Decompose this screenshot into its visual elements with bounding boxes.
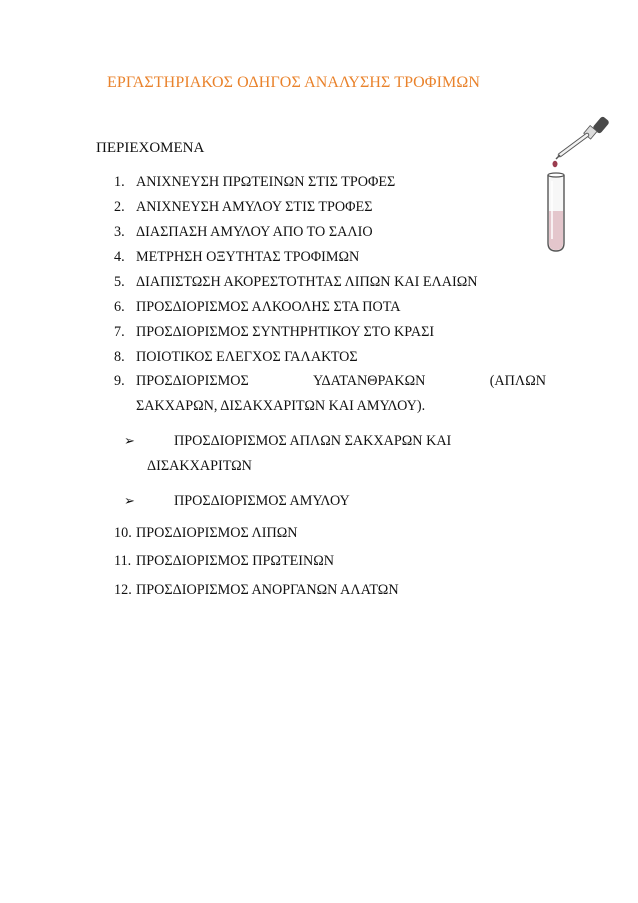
sub-list-item [124, 493, 350, 510]
list-item [114, 174, 395, 191]
item-number: 3. [114, 224, 125, 240]
item-number: 6. [114, 299, 125, 315]
item-text: ΔΙΑΣΠΑΣΗ ΑΜΥΛΟΥ ΑΠΟ ΤΟ ΣΑΛΙΟ [136, 224, 373, 240]
item-text: ΠΡΟΣΔΙΟΡΙΣΜΟΣ ΛΙΠΩΝ [136, 525, 298, 541]
item-text: ΜΕΤΡΗΣΗ ΟΞΥΤΗΤΑΣ ΤΡΟΦΙΜΩΝ [136, 249, 360, 265]
arrow-bullet-icon: ➢ [124, 494, 135, 509]
sub-item-text: ΠΡΟΣΔΙΟΡΙΣΜΟΣ ΑΠΛΩΝ ΣΑΚΧΑΡΩΝ ΚΑΙ [174, 433, 452, 449]
sub-item-text: ΠΡΟΣΔΙΟΡΙΣΜΟΣ ΑΜΥΛΟΥ [174, 493, 350, 509]
liquid-drop-icon [553, 161, 558, 167]
list-item [114, 249, 359, 266]
item-number: 11. [114, 553, 132, 569]
item-number: 7. [114, 324, 125, 340]
list-item [114, 299, 401, 316]
test-tube-icon [548, 173, 564, 251]
list-item [114, 274, 478, 291]
sub-item-text-continuation: ΔΙΣΑΚΧΑΡΙΤΩΝ [147, 458, 252, 474]
dropper-icon [556, 116, 610, 159]
item-number: 8. [114, 349, 125, 365]
list-item [114, 199, 372, 216]
item-text-continuation: ΣΑΚΧΑΡΩΝ, ΔΙΣΑΚΧΑΡΙΤΩΝ ΚΑΙ ΑΜΥΛΟΥ). [136, 398, 426, 414]
list-item [114, 582, 399, 599]
list-item [114, 553, 334, 570]
item-text: ΑΝΙΧΝΕΥΣΗ ΑΜΥΛΟΥ ΣΤΙΣ ΤΡΟΦΕΣ [136, 199, 373, 215]
item-text-word: (ΑΠΛΩΝ [489, 373, 546, 389]
list-item [114, 224, 373, 241]
item-text: ΠΡΟΣΔΙΟΡΙΣΜΟΣ ΑΛΚΟΟΛΗΣ ΣΤΑ ΠΟΤΑ [136, 299, 401, 315]
item-number: 5. [114, 274, 125, 290]
item-number: 1. [114, 174, 125, 190]
document-title: ΕΡΓΑΣΤΗΡΙΑΚΟΣ ΟΔΗΓΟΣ ΑΝΑΛΥΣΗΣ ΤΡΟΦΙΜΩΝ [107, 74, 480, 91]
list-item [114, 525, 298, 542]
item-number: 4. [114, 249, 125, 265]
item-text-word: ΥΔΑΤΑΝΘΡΑΚΩΝ [313, 373, 426, 389]
item-text: ΔΙΑΠΙΣΤΩΣΗ ΑΚΟΡΕΣΤΟΤΗΤΑΣ ΛΙΠΩΝ ΚΑΙ ΕΛΑΙΩΝ [136, 274, 478, 290]
item-text: ΠΡΟΣΔΙΟΡΙΣΜΟΣ ΣΥΝΤΗΡΗΤΙΚΟΥ ΣΤΟ ΚΡΑΣΙ [136, 324, 435, 340]
item-text: ΠΡΟΣΔΙΟΡΙΣΜΟΣ ΑΝΟΡΓΑΝΩΝ ΑΛΑΤΩΝ [136, 582, 399, 598]
item-number: 2. [114, 199, 125, 215]
item-text-word: ΠΡΟΣΔΙΟΡΙΣΜΟΣ [136, 373, 249, 389]
contents-heading: ΠΕΡΙΕΧΟΜΕΝΑ [96, 140, 205, 156]
list-item [114, 324, 434, 341]
list-item [114, 373, 546, 414]
item-text: ΠΡΟΣΔΙΟΡΙΣΜΟΣ ΠΡΩΤΕΙΝΩΝ [136, 553, 335, 569]
arrow-bullet-icon: ➢ [124, 434, 135, 449]
list-item [114, 349, 358, 366]
sub-list-item [124, 433, 451, 450]
item-number: 12. [114, 582, 132, 598]
item-number: 10. [114, 525, 132, 541]
item-number: 9. [114, 373, 125, 389]
item-text: ΠΟΙΟΤΙΚΟΣ ΕΛΕΓΧΟΣ ΓΑΛΑΚΤΟΣ [136, 349, 358, 365]
item-text: ΑΝΙΧΝΕΥΣΗ ΠΡΩΤΕΙΝΩΝ ΣΤΙΣ ΤΡΟΦΕΣ [136, 174, 396, 190]
test-tube-with-dropper-icon [542, 115, 614, 253]
